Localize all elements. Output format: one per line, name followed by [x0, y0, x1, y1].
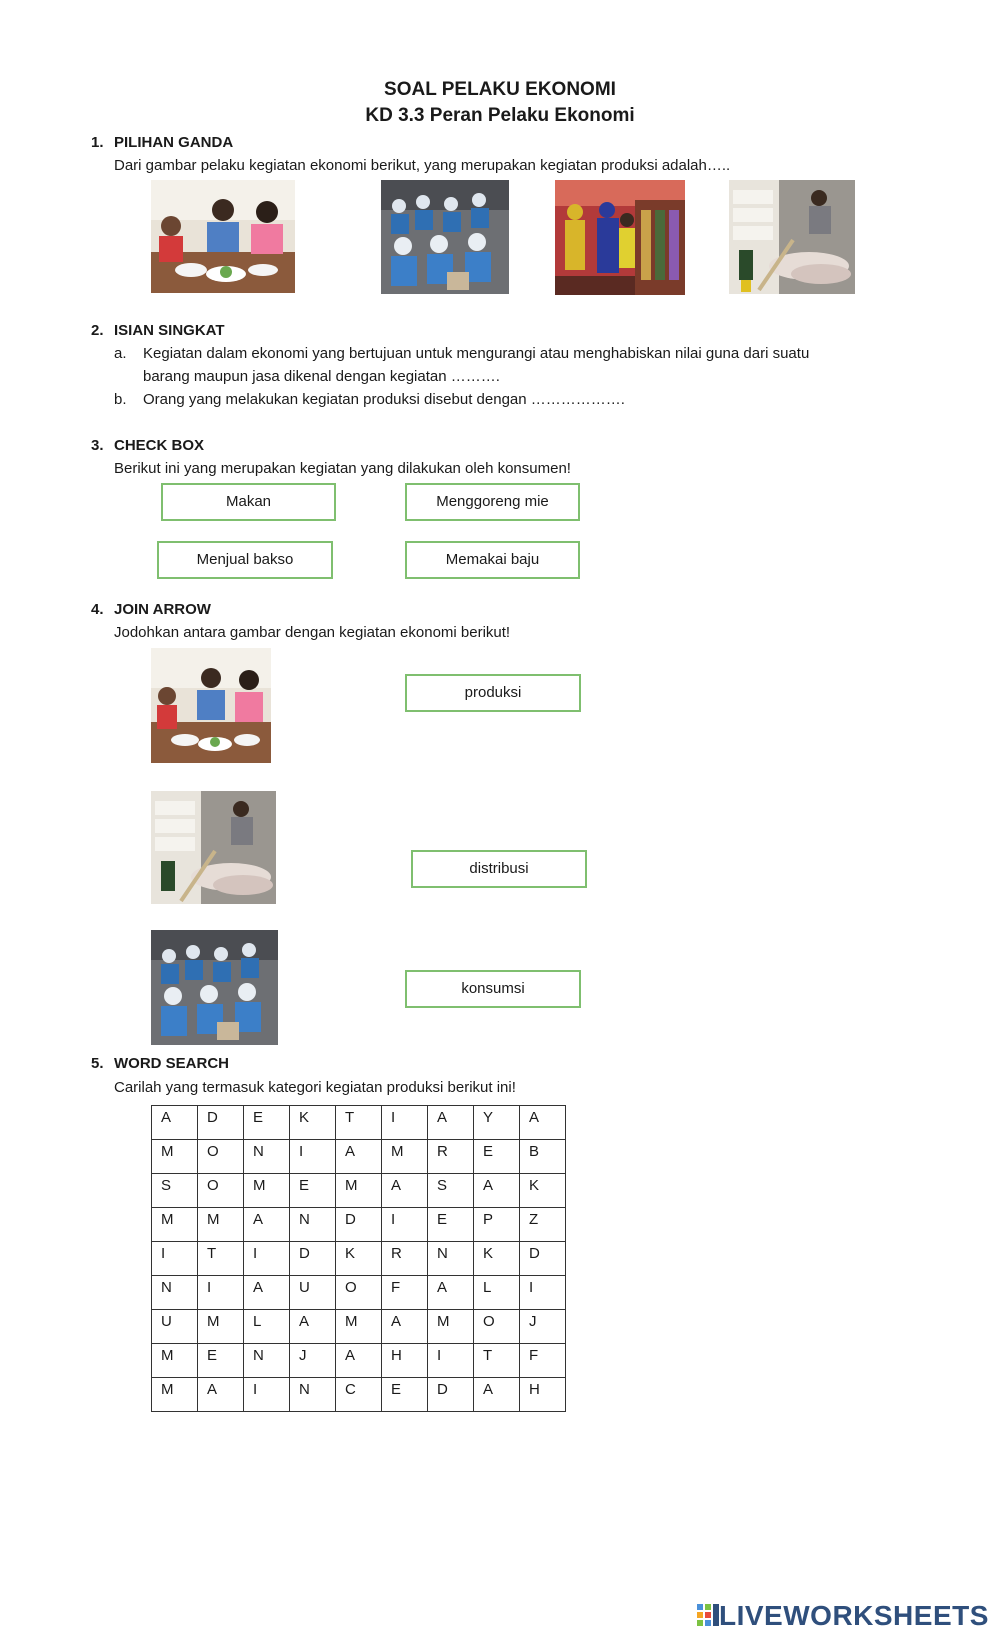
- word-search-letter: I: [207, 1279, 212, 1296]
- word-search-cell[interactable]: [382, 1310, 428, 1344]
- word-search-letter: I: [391, 1109, 396, 1126]
- q2-a-line1: Kegiatan dalam ekonomi yang bertujuan untuk mengurangi atau menghabiskan nilai guna dari suatu: [143, 345, 810, 362]
- word-search-cell[interactable]: [382, 1106, 428, 1140]
- word-search-cell[interactable]: [290, 1344, 336, 1378]
- word-search-letter: E: [391, 1381, 402, 1398]
- word-search-cell[interactable]: [152, 1344, 198, 1378]
- word-search-letter: M: [207, 1211, 220, 1228]
- word-search-cell[interactable]: [198, 1310, 244, 1344]
- word-search-row: [152, 1276, 566, 1310]
- word-search-cell[interactable]: [428, 1106, 474, 1140]
- word-search-letter: M: [253, 1177, 266, 1194]
- word-search-cell[interactable]: [474, 1208, 520, 1242]
- word-search-cell[interactable]: [244, 1208, 290, 1242]
- word-search-cell[interactable]: [474, 1174, 520, 1208]
- q2-b-text: Orang yang melakukan kegiatan produksi disebut dengan ……………….: [143, 391, 625, 408]
- word-search-letter: B: [529, 1143, 540, 1160]
- q5-number: 5.: [91, 1055, 104, 1072]
- word-search-cell[interactable]: [336, 1174, 382, 1208]
- word-search-cell[interactable]: [520, 1140, 566, 1174]
- word-search-letter: Z: [529, 1211, 539, 1228]
- word-search-letter: A: [483, 1381, 494, 1398]
- word-search-cell[interactable]: [520, 1174, 566, 1208]
- word-search-cell[interactable]: [290, 1140, 336, 1174]
- word-search-letter: R: [437, 1143, 448, 1160]
- q1-text: Dari gambar pelaku kegiatan ekonomi berikut, yang merupakan kegiatan produksi adalah…..: [114, 157, 731, 174]
- word-search-cell[interactable]: [198, 1344, 244, 1378]
- word-search-letter: M: [345, 1177, 358, 1194]
- word-search-letter: A: [391, 1313, 402, 1330]
- q3-text: Berikut ini yang merupakan kegiatan yang dilakukan oleh konsumen!: [114, 460, 571, 477]
- word-search-letter: K: [299, 1109, 310, 1126]
- word-search-cell[interactable]: [290, 1310, 336, 1344]
- q1-heading: PILIHAN GANDA: [114, 134, 234, 151]
- word-search-row: [152, 1378, 566, 1412]
- q2-number: 2.: [91, 322, 104, 339]
- liveworksheets-logo: [697, 1600, 989, 1632]
- family-eating-photo[interactable]: [151, 180, 295, 293]
- word-search-letter: R: [391, 1245, 402, 1262]
- word-search-letter: E: [253, 1109, 264, 1126]
- word-search-cell[interactable]: [152, 1174, 198, 1208]
- word-search-letter: M: [437, 1313, 450, 1330]
- word-search-letter: N: [299, 1211, 310, 1228]
- word-search-letter: I: [253, 1245, 258, 1262]
- page-title: SOAL PELAKU EKONOMI: [384, 79, 616, 100]
- word-search-row: [152, 1140, 566, 1174]
- q4-number: 4.: [91, 601, 104, 618]
- market-stall-photo[interactable]: [555, 180, 685, 295]
- word-search-letter: E: [483, 1143, 494, 1160]
- factory-workers-photo[interactable]: [381, 180, 509, 294]
- word-search-cell[interactable]: [382, 1208, 428, 1242]
- word-search-cell[interactable]: [152, 1208, 198, 1242]
- word-search-letter: I: [299, 1143, 304, 1160]
- q3-number: 3.: [91, 437, 104, 454]
- word-search-cell[interactable]: [428, 1140, 474, 1174]
- liveworksheets-icon: [697, 1604, 719, 1628]
- join-family-eating-photo[interactable]: [151, 648, 271, 763]
- word-search-letter: I: [161, 1245, 166, 1262]
- checkbox-option-menggoreng-mie[interactable]: Menggoreng mie: [405, 483, 580, 521]
- word-search-letter: J: [299, 1347, 307, 1364]
- word-search-letter: A: [299, 1313, 310, 1330]
- word-search-cell[interactable]: [336, 1106, 382, 1140]
- word-search-letter: A: [529, 1109, 540, 1126]
- word-search-cell[interactable]: [336, 1378, 382, 1412]
- word-search-cell[interactable]: [290, 1242, 336, 1276]
- word-search-letter: U: [299, 1279, 310, 1296]
- word-search-cell[interactable]: [520, 1310, 566, 1344]
- word-search-cell[interactable]: [198, 1242, 244, 1276]
- word-search-cell[interactable]: [428, 1174, 474, 1208]
- word-search-letter: M: [161, 1143, 174, 1160]
- word-search-cell[interactable]: [244, 1174, 290, 1208]
- word-search-cell[interactable]: [520, 1106, 566, 1140]
- join-factory-workers-photo[interactable]: [151, 930, 278, 1045]
- word-search-cell[interactable]: [382, 1378, 428, 1412]
- word-search-letter: F: [529, 1347, 539, 1364]
- word-search-row: [152, 1242, 566, 1276]
- word-search-letter: F: [391, 1279, 401, 1296]
- word-search-cell[interactable]: [336, 1276, 382, 1310]
- word-search-cell[interactable]: [152, 1140, 198, 1174]
- word-search-row: [152, 1344, 566, 1378]
- checkbox-option-memakai-baju[interactable]: Memakai baju: [405, 541, 580, 579]
- checkbox-option-makan[interactable]: Makan: [161, 483, 336, 521]
- checkbox-option-menjual-bakso[interactable]: Menjual bakso: [157, 541, 333, 579]
- word-search-cell[interactable]: [474, 1140, 520, 1174]
- word-search-cell[interactable]: [244, 1310, 290, 1344]
- word-search-cell[interactable]: [428, 1208, 474, 1242]
- q1-number: 1.: [91, 134, 104, 151]
- word-search-letter: P: [483, 1211, 494, 1228]
- word-search-letter: D: [207, 1109, 218, 1126]
- word-search-cell[interactable]: [520, 1276, 566, 1310]
- join-fish-distribution-photo[interactable]: [151, 791, 276, 904]
- word-search-letter: O: [207, 1177, 219, 1194]
- word-search-letter: E: [437, 1211, 448, 1228]
- word-search-letter: T: [345, 1109, 355, 1126]
- word-search-letter: M: [161, 1347, 174, 1364]
- q2-heading: ISIAN SINGKAT: [114, 322, 225, 339]
- word-search-letter: K: [529, 1177, 540, 1194]
- word-search-letter: D: [529, 1245, 540, 1262]
- word-search-cell[interactable]: [520, 1378, 566, 1412]
- word-search-letter: I: [253, 1381, 258, 1398]
- word-search-letter: A: [345, 1143, 356, 1160]
- word-search-cell[interactable]: [290, 1174, 336, 1208]
- word-search-cell[interactable]: [290, 1276, 336, 1310]
- word-search-cell[interactable]: [474, 1378, 520, 1412]
- word-search-cell[interactable]: [336, 1208, 382, 1242]
- word-search-letter: N: [253, 1347, 264, 1364]
- word-search-letter: M: [345, 1313, 358, 1330]
- word-search-letter: M: [391, 1143, 404, 1160]
- word-search-letter: T: [207, 1245, 217, 1262]
- word-search-letter: K: [483, 1245, 494, 1262]
- word-search-letter: N: [253, 1143, 264, 1160]
- word-search-letter: S: [437, 1177, 448, 1194]
- word-search-letter: L: [483, 1279, 492, 1296]
- word-search-letter: H: [529, 1381, 540, 1398]
- word-search-letter: A: [161, 1109, 172, 1126]
- word-search-cell[interactable]: [244, 1378, 290, 1412]
- word-search-letter: T: [483, 1347, 493, 1364]
- brand-name: LIVEWORKSHEETS: [719, 1600, 989, 1631]
- word-search-letter: K: [345, 1245, 356, 1262]
- word-search-cell[interactable]: [336, 1344, 382, 1378]
- word-search-letter: U: [161, 1313, 172, 1330]
- word-search-cell[interactable]: [244, 1242, 290, 1276]
- word-search-row: [152, 1106, 566, 1140]
- word-search-cell[interactable]: [290, 1378, 336, 1412]
- word-search-cell[interactable]: [520, 1208, 566, 1242]
- word-search-cell[interactable]: [198, 1174, 244, 1208]
- word-search-cell[interactable]: [336, 1140, 382, 1174]
- word-search-cell[interactable]: [474, 1310, 520, 1344]
- word-search-letter: N: [437, 1245, 448, 1262]
- join-target-distribusi[interactable]: distribusi: [411, 850, 587, 888]
- word-search-letter: D: [345, 1211, 356, 1228]
- word-search-grid[interactable]: [151, 1105, 566, 1412]
- word-search-cell[interactable]: [474, 1242, 520, 1276]
- q2-a-label: a.: [114, 345, 127, 362]
- page-subtitle: KD 3.3 Peran Pelaku Ekonomi: [365, 105, 635, 126]
- word-search-letter: O: [207, 1143, 219, 1160]
- fish-distribution-photo[interactable]: [729, 180, 855, 294]
- word-search-letter: Y: [483, 1109, 494, 1126]
- word-search-row: [152, 1208, 566, 1242]
- word-search-letter: A: [483, 1177, 494, 1194]
- join-target-konsumsi[interactable]: konsumsi: [405, 970, 581, 1008]
- word-search-letter: D: [299, 1245, 310, 1262]
- word-search-letter: A: [437, 1279, 448, 1296]
- word-search-letter: N: [161, 1279, 172, 1296]
- word-search-letter: A: [345, 1347, 356, 1364]
- word-search-cell[interactable]: [244, 1344, 290, 1378]
- word-search-letter: N: [299, 1381, 310, 1398]
- word-search-letter: A: [437, 1109, 448, 1126]
- q2-b-label: b.: [114, 391, 127, 408]
- q3-heading: CHECK BOX: [114, 437, 205, 454]
- word-search-letter: D: [437, 1381, 448, 1398]
- word-search-cell[interactable]: [152, 1276, 198, 1310]
- word-search-cell[interactable]: [382, 1276, 428, 1310]
- q5-text: Carilah yang termasuk kategori kegiatan produksi berikut ini!: [114, 1079, 516, 1096]
- word-search-cell[interactable]: [428, 1276, 474, 1310]
- word-search-cell[interactable]: [382, 1242, 428, 1276]
- word-search-cell[interactable]: [152, 1310, 198, 1344]
- join-target-produksi[interactable]: produksi: [405, 674, 581, 712]
- word-search-cell[interactable]: [428, 1310, 474, 1344]
- word-search-cell[interactable]: [198, 1106, 244, 1140]
- word-search-cell[interactable]: [244, 1140, 290, 1174]
- word-search-cell[interactable]: [198, 1276, 244, 1310]
- word-search-cell[interactable]: [244, 1106, 290, 1140]
- word-search-letter: I: [529, 1279, 534, 1296]
- word-search-letter: S: [161, 1177, 172, 1194]
- word-search-letter: M: [207, 1313, 220, 1330]
- word-search-letter: J: [529, 1313, 537, 1330]
- word-search-cell[interactable]: [382, 1344, 428, 1378]
- q5-heading: WORD SEARCH: [114, 1055, 229, 1072]
- word-search-cell[interactable]: [198, 1140, 244, 1174]
- word-search-cell[interactable]: [152, 1106, 198, 1140]
- word-search-cell[interactable]: [520, 1344, 566, 1378]
- word-search-cell[interactable]: [428, 1242, 474, 1276]
- word-search-cell[interactable]: [244, 1276, 290, 1310]
- word-search-letter: E: [207, 1347, 218, 1364]
- word-search-letter: I: [391, 1211, 396, 1228]
- word-search-letter: C: [345, 1381, 356, 1398]
- word-search-letter: O: [483, 1313, 495, 1330]
- word-search-letter: A: [253, 1211, 264, 1228]
- word-search-cell[interactable]: [474, 1344, 520, 1378]
- q4-heading: JOIN ARROW: [114, 601, 211, 618]
- word-search-cell[interactable]: [290, 1106, 336, 1140]
- word-search-cell[interactable]: [520, 1242, 566, 1276]
- word-search-letter: E: [299, 1177, 310, 1194]
- word-search-letter: M: [161, 1211, 174, 1228]
- word-search-letter: A: [391, 1177, 402, 1194]
- word-search-cell[interactable]: [198, 1208, 244, 1242]
- word-search-letter: I: [437, 1347, 442, 1364]
- word-search-cell[interactable]: [382, 1140, 428, 1174]
- word-search-cell[interactable]: [290, 1208, 336, 1242]
- word-search-cell[interactable]: [474, 1106, 520, 1140]
- q2-a-line2: barang maupun jasa dikenal dengan kegiatan ……….: [143, 368, 500, 385]
- word-search-row: [152, 1174, 566, 1208]
- word-search-cell[interactable]: [428, 1378, 474, 1412]
- word-search-cell[interactable]: [336, 1242, 382, 1276]
- word-search-letter: A: [253, 1279, 264, 1296]
- word-search-letter: H: [391, 1347, 402, 1364]
- word-search-cell[interactable]: [152, 1378, 198, 1412]
- word-search-cell[interactable]: [152, 1242, 198, 1276]
- word-search-letter: M: [161, 1381, 174, 1398]
- word-search-letter: O: [345, 1279, 357, 1296]
- word-search-cell[interactable]: [382, 1174, 428, 1208]
- word-search-letter: A: [207, 1381, 218, 1398]
- word-search-cell[interactable]: [336, 1310, 382, 1344]
- word-search-cell[interactable]: [474, 1276, 520, 1310]
- word-search-row: [152, 1310, 566, 1344]
- word-search-letter: L: [253, 1313, 262, 1330]
- q4-text: Jodohkan antara gambar dengan kegiatan ekonomi berikut!: [114, 624, 511, 641]
- word-search-cell[interactable]: [428, 1344, 474, 1378]
- word-search-cell[interactable]: [198, 1378, 244, 1412]
